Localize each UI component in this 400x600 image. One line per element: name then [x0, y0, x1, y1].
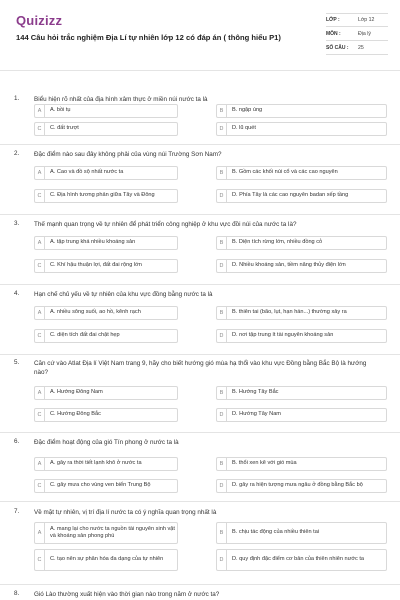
option-letter: D: [217, 330, 227, 342]
option-d[interactable]: [216, 549, 387, 571]
meta-value: Địa lý: [358, 30, 371, 37]
question-text: Biểu hiện rõ nhất của địa hình xâm thực ở miền núi nước ta là: [34, 96, 208, 103]
option-letter: C: [35, 330, 45, 342]
option-d[interactable]: [216, 408, 387, 422]
option-c[interactable]: [34, 408, 178, 422]
option-b[interactable]: [216, 166, 387, 180]
option-b[interactable]: [216, 457, 387, 471]
option-letter: D: [217, 480, 227, 492]
option-text: B. ngập úng: [232, 107, 263, 114]
question-number: 4.: [14, 290, 20, 297]
option-text: A. Cao và đồ sộ nhất nước ta: [50, 169, 124, 176]
option-letter: C: [35, 260, 45, 272]
option-text: A. gây ra thời tiết lạnh khô ở nước ta: [50, 460, 142, 467]
question-divider: [0, 584, 400, 585]
option-b[interactable]: [216, 386, 387, 400]
question-text: Đặc điểm nào sau đây không phải của vùng núi Trường Sơn Nam?: [34, 151, 222, 158]
option-letter: C: [35, 123, 45, 135]
option-letter: A: [35, 523, 45, 543]
option-letter: D: [217, 123, 227, 135]
option-letter: A: [35, 105, 45, 117]
option-letter: D: [217, 260, 227, 272]
option-letter: B: [217, 105, 227, 117]
option-text: C. Hướng Đông Bắc: [50, 411, 101, 418]
page-header: [0, 0, 400, 70]
option-text: A. tập trung khá nhiều khoáng sản: [50, 239, 136, 246]
option-letter: A: [35, 458, 45, 470]
option-letter: A: [35, 167, 45, 179]
meta-row-count: [326, 41, 388, 55]
meta-label: LỚP :: [326, 17, 340, 23]
question-divider: [0, 501, 400, 502]
option-letter: A: [35, 307, 45, 319]
question-number: 6.: [14, 438, 20, 445]
question-number: 2.: [14, 150, 20, 157]
option-text: B. thiên tai (bão, lụt, hạn hán...) thường xảy ra: [232, 309, 347, 316]
question-number: 7.: [14, 508, 20, 515]
option-letter: B: [217, 387, 227, 399]
option-text: D. Nhiều khoáng sản, tiềm năng thủy điện lớn: [232, 262, 346, 269]
option-letter: B: [217, 523, 227, 543]
question-number: 1.: [14, 95, 20, 102]
question-divider: [0, 214, 400, 215]
option-d[interactable]: [216, 189, 387, 203]
option-letter: A: [35, 387, 45, 399]
option-b[interactable]: [216, 236, 387, 250]
option-a[interactable]: [34, 166, 178, 180]
option-d[interactable]: [216, 122, 387, 136]
quiz-meta-table: [326, 13, 388, 55]
option-text: A. nhiều sông suối, ao hồ, kênh rạch: [50, 309, 141, 316]
question-text: Hạn chế chủ yếu về tự nhiên của khu vực đồng bằng nước ta là: [34, 291, 213, 298]
option-b[interactable]: [216, 522, 387, 544]
meta-value: Lớp 12: [358, 17, 375, 23]
option-d[interactable]: [216, 259, 387, 273]
option-c[interactable]: [34, 479, 178, 493]
meta-label: SỐ CÂU :: [326, 44, 349, 51]
option-text: B. Gồm các khối núi cổ và các cao nguyên: [232, 169, 338, 176]
page-title: 144 Câu hỏi trắc nghiệm Địa Lí tự nhiên lớp 12 có đáp án ( thông hiểu P1): [16, 33, 281, 42]
option-d[interactable]: [216, 329, 387, 343]
option-letter: B: [217, 167, 227, 179]
option-text: C. diện tích đất đai chật hẹp: [50, 332, 120, 339]
option-a[interactable]: [34, 104, 178, 118]
question-divider: [0, 354, 400, 355]
option-text: D. quy định đặc điểm cơ bản của thiên nhiên nước ta: [232, 556, 365, 563]
question-divider: [0, 432, 400, 433]
header-divider: [0, 70, 400, 71]
option-text: D. nơi tập trung ít tài nguyên khoáng sản: [232, 332, 334, 339]
question-text: Gió Lào thường xuất hiện vào thời gian nào trong năm ở nước ta?: [34, 591, 220, 598]
meta-row-class: [326, 13, 388, 27]
question-number: 8.: [14, 590, 20, 597]
option-a[interactable]: [34, 236, 178, 250]
question-number: 3.: [14, 220, 20, 227]
option-d[interactable]: [216, 479, 387, 493]
option-b[interactable]: [216, 306, 387, 320]
question-text: Căn cứ vào Atlat Địa lí Việt Nam trang 9, hãy cho biết hướng gió mùa hạ thổi vào khu vực Đồng bằng Bắc Bộ là hướng nào?: [34, 360, 367, 376]
option-c[interactable]: [34, 189, 178, 203]
option-text: B. chịu tác động của nhiều thiên tai: [232, 529, 320, 536]
option-c[interactable]: [34, 329, 178, 343]
option-text: A. bồi tụ: [50, 107, 71, 114]
meta-label: MÔN :: [326, 30, 341, 37]
option-text: A. mang lại cho nước ta nguồn tài nguyên sinh vật và khoáng sản phong phú: [50, 525, 175, 539]
option-a[interactable]: [34, 306, 178, 320]
option-text: D. Hướng Tây Nam: [232, 411, 281, 418]
option-letter: C: [35, 409, 45, 421]
option-letter: C: [35, 480, 45, 492]
option-b[interactable]: [216, 104, 387, 118]
question-divider: [0, 144, 400, 145]
option-letter: D: [217, 190, 227, 202]
option-letter: C: [35, 550, 45, 570]
quizizz-logo[interactable]: Quizizz: [16, 13, 63, 28]
option-text: D. Phía Tây là các cao nguyên badan xếp tầng: [232, 192, 349, 199]
option-text: C. Địa hình tương phản giữa Tây và Đông: [50, 192, 155, 199]
question-text: Đặc điểm hoạt động của gió Tín phong ở nước ta là: [34, 439, 179, 446]
option-text: C. Khí hậu thuận lợi, đất đai rộng lớn: [50, 262, 142, 269]
option-text: D. gây ra hiện tượng mưa ngâu ở đồng bằng Bắc bộ: [232, 482, 363, 489]
option-text: C. đất trượt: [50, 125, 79, 132]
option-letter: D: [217, 409, 227, 421]
meta-row-subject: [326, 27, 388, 41]
option-letter: C: [35, 190, 45, 202]
option-a[interactable]: [34, 457, 178, 471]
question-divider: [0, 284, 400, 285]
question-number: 5.: [14, 359, 20, 366]
option-c[interactable]: [34, 122, 178, 136]
option-text: C. tạo nên sự phân hóa đa dạng của tự nhiên: [50, 556, 164, 563]
option-a[interactable]: [34, 386, 178, 400]
option-text: C. gây mưa cho vùng ven biển Trung Bộ: [50, 482, 151, 489]
option-a[interactable]: [34, 522, 178, 544]
option-letter: B: [217, 307, 227, 319]
option-text: A. Hướng Đông Nam: [50, 389, 103, 396]
option-letter: A: [35, 237, 45, 249]
option-text: B. thổi xen kẽ với gió mùa: [232, 460, 297, 467]
option-c[interactable]: [34, 259, 178, 273]
option-c[interactable]: [34, 549, 178, 571]
option-letter: D: [217, 550, 227, 570]
option-text: D. lũ quét: [232, 125, 256, 132]
option-text: B. Hướng Tây Bắc: [232, 389, 279, 396]
option-text: B. Diện tích rừng lớn, nhiều đồng cỏ: [232, 239, 323, 246]
question-text: Thế mạnh quan trọng về tự nhiên để phát triển công nghiệp ở khu vực đồi núi của nước ta là?: [34, 221, 297, 228]
meta-value: 25: [358, 44, 364, 51]
option-letter: B: [217, 458, 227, 470]
option-letter: B: [217, 237, 227, 249]
question-text: Về mặt tự nhiên, vị trí địa lí nước ta có ý nghĩa quan trọng nhất là: [34, 509, 217, 516]
